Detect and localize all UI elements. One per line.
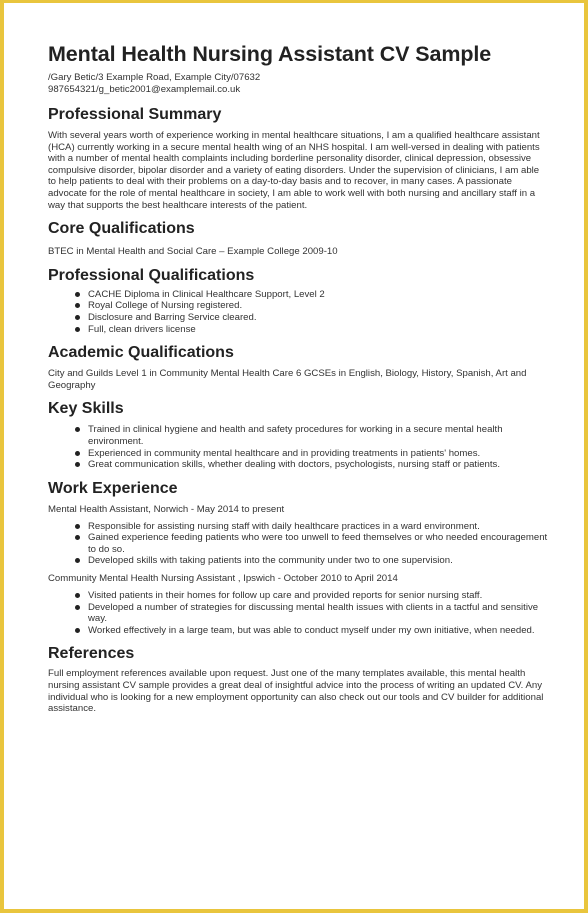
list-item: CACHE Diploma in Clinical Healthcare Support, Level 2 (88, 289, 548, 301)
professional-summary-heading: Professional Summary (48, 106, 222, 123)
key-skills-heading: Key Skills (48, 400, 124, 418)
list-item: Developed a number of strategies for discussing mental health issues with clients in a tactful and sensitive way. (88, 602, 548, 625)
references-heading: References (48, 645, 135, 663)
work-experience-section (48, 479, 548, 637)
professional-summary-section (48, 105, 548, 211)
key-skills-list (48, 424, 548, 470)
academic-qualifications-heading: Academic Qualifications (48, 344, 234, 362)
work-experience-heading: Work Experience (48, 479, 178, 497)
references-text: Full employment references available upon request. Just one of the many templates available, this mental health nursing assistant CV sample provides a great deal of insightful advice into the process of writing an updated CV. Any individual who is looking for a new employment opportunity can also check out our tools and CV builder for additional assistance. (48, 668, 544, 715)
contact-address: /Gary Betic/3 Example Road, Example City/07632 (48, 72, 261, 83)
references-section (48, 644, 548, 714)
cv-title: Mental Health Nursing Assistant CV Sample (48, 42, 492, 66)
core-qualifications-text: BTEC in Mental Health and Social Care – Example College 2009-10 (48, 246, 338, 258)
job-title: Community Mental Health Nursing Assistant , Ipswich - October 2010 to April 2014 (48, 573, 398, 585)
professional-qualifications-heading: Professional Qualifications (48, 266, 255, 284)
list-item: Trained in clinical hygiene and health and safety procedures for working in a secure mental health environment. (88, 424, 548, 447)
job-duties-list (48, 590, 548, 636)
professional-qualifications-section (48, 266, 548, 335)
professional-summary-text: With several years worth of experience working in mental healthcare situations, I am a qualified healthcare assistant (HCA) currently working in a secure mental health wing of an NHS hospital. I am well-versed in dealing with patients with a number of mental health complaints including borderline personality disorder, clinical depression, obsessive compulsive disorder, bipolar disorder and a variety of eating disorders. Under the supervision of clinicians, I am able to help patients to deal with their problems on a day-to-day basis and to recover, in many cases. A passionate advocate for the role of mental healthcare in society, I am able to work well with both nursing and ancillary staff in a way that supports the best healthcare interests of the patient. (48, 130, 540, 211)
list-item: Experienced in community mental healthcare and in providing treatments in patients' homes. (88, 448, 548, 460)
core-qualifications-section (48, 219, 548, 258)
contact-details (48, 72, 548, 96)
professional-qualifications-list (48, 289, 548, 335)
job-title: Mental Health Assistant, Norwich - May 2014 to present (48, 503, 285, 515)
key-skills-section (48, 399, 548, 470)
list-item: Worked effectively in a large team, but was able to conduct myself under my own initiative, when needed. (88, 625, 548, 637)
list-item: Developed skills with taking patients into the community under two to one supervision. (88, 555, 548, 567)
list-item: Visited patients in their homes for follow up care and provided reports for senior nursing staff. (88, 590, 548, 602)
cv-page (48, 41, 548, 715)
job-duties-list (48, 521, 548, 567)
list-item: Disclosure and Barring Service cleared. (88, 312, 548, 324)
contact-phone-email: 987654321/g_betic2001@examplemail.co.uk (48, 84, 241, 95)
list-item: Full, clean drivers license (88, 324, 548, 336)
list-item: Responsible for assisting nursing staff with daily healthcare practices in a ward environment. (88, 521, 548, 533)
list-item: Great communication skills, whether dealing with doctors, psychologists, nursing staff or patients. (88, 459, 548, 471)
core-qualifications-heading: Core Qualifications (48, 220, 195, 238)
list-item: Gained experience feeding patients who were too unwell to feed themselves or who needed encouragement to do so. (88, 532, 548, 555)
list-item: Royal College of Nursing registered. (88, 300, 548, 312)
academic-qualifications-text: City and Guilds Level 1 in Community Mental Health Care 6 GCSEs in English, Biology, History, Spanish, Art and Geography (48, 368, 527, 391)
academic-qualifications-section (48, 343, 548, 391)
